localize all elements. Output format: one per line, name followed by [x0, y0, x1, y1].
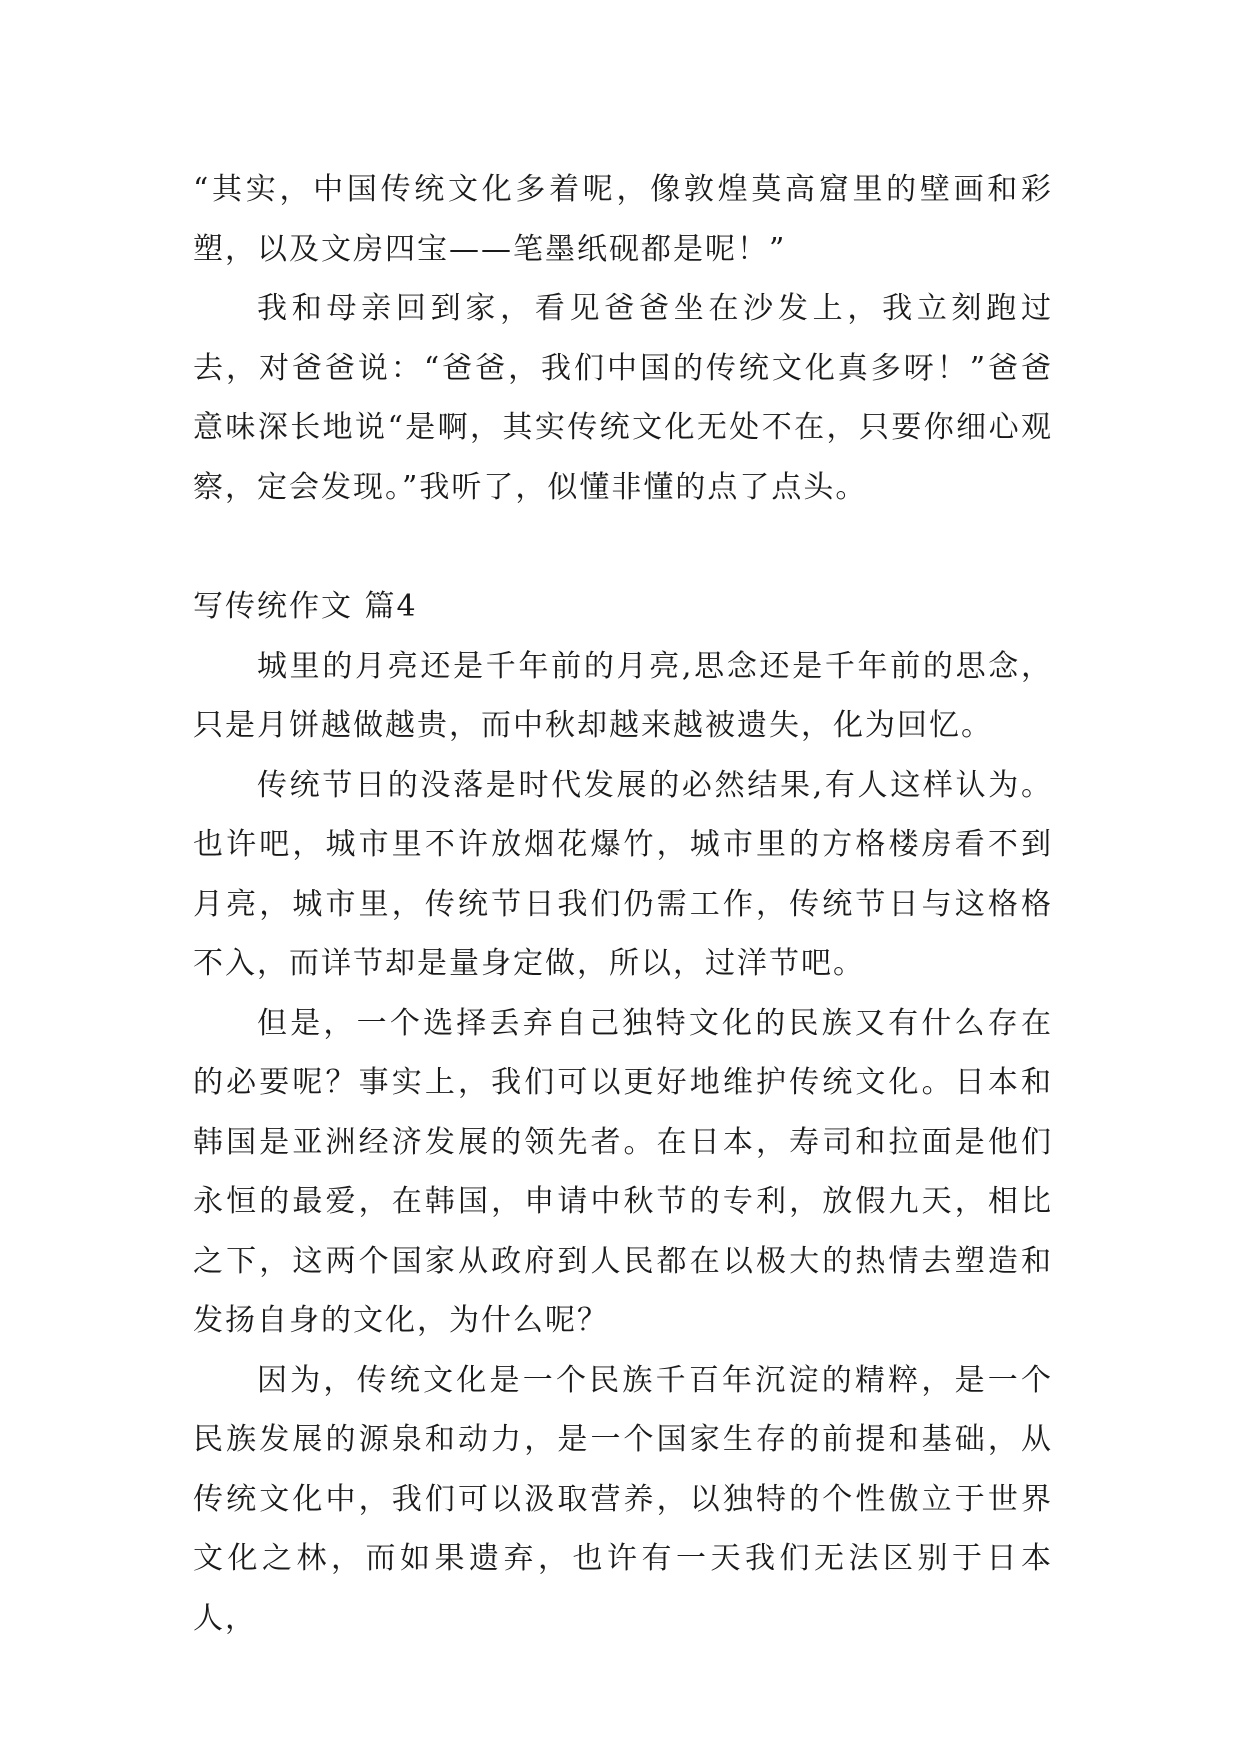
paragraph-essence: 因为，传统文化是一个民族千百年沉淀的精粹，是一个民族发展的源泉和动力，是一个国家生存的前提和基础，从传统文化中，我们可以汲取营养，以独特的个性傲立于世界文化之林，而如果遗弃，也许有一天我们无法区别于日本人，: [193, 1362, 1053, 1636]
paragraph-decline: 传统节日的没落是时代发展的必然结果,有人这样认为。也许吧，城市里不许放烟花爆竹，城市里的方格楼房看不到月亮，城市里，传统节日我们仍需工作，传统节日与这格格不入，而详节却是量身定做，所以，过洋节吧。: [193, 767, 1053, 981]
paragraph-continuation: “其实，中国传统文化多着呢，像敦煌莫高窟里的壁画和彩塑，以及文房四宝——笔墨纸砚都是呢！”: [193, 172, 1053, 267]
paragraph-japan-korea: 但是，一个选择丢弃自己独特文化的民族又有什么存在的必要呢？事实上，我们可以更好地维护传统文化。日本和韩国是亚洲经济发展的领先者。在日本，寿司和拉面是他们永恒的最爱，在韩国，申请中秋节的专利，放假九天，相比之下，这两个国家从政府到人民都在以极大的热情去塑造和发扬自身的文化，为什么呢？: [193, 1005, 1053, 1338]
paragraph-return-home: 我和母亲回到家，看见爸爸坐在沙发上，我立刻跑过去，对爸爸说：“爸爸，我们中国的传统文化真多呀！”爸爸意味深长地说“是啊，其实传统文化无处不在，只要你细心观察，定会发现。”我听了，似懂非懂的点了点头。: [193, 291, 1053, 505]
section-title: 写传统作文 篇4: [193, 589, 418, 624]
document-body: [193, 160, 1053, 1648]
paragraph-moon: 城里的月亮还是千年前的月亮,思念还是千年前的思念，只是月饼越做越贵，而中秋却越来越被遗失，化为回忆。: [193, 648, 1053, 743]
